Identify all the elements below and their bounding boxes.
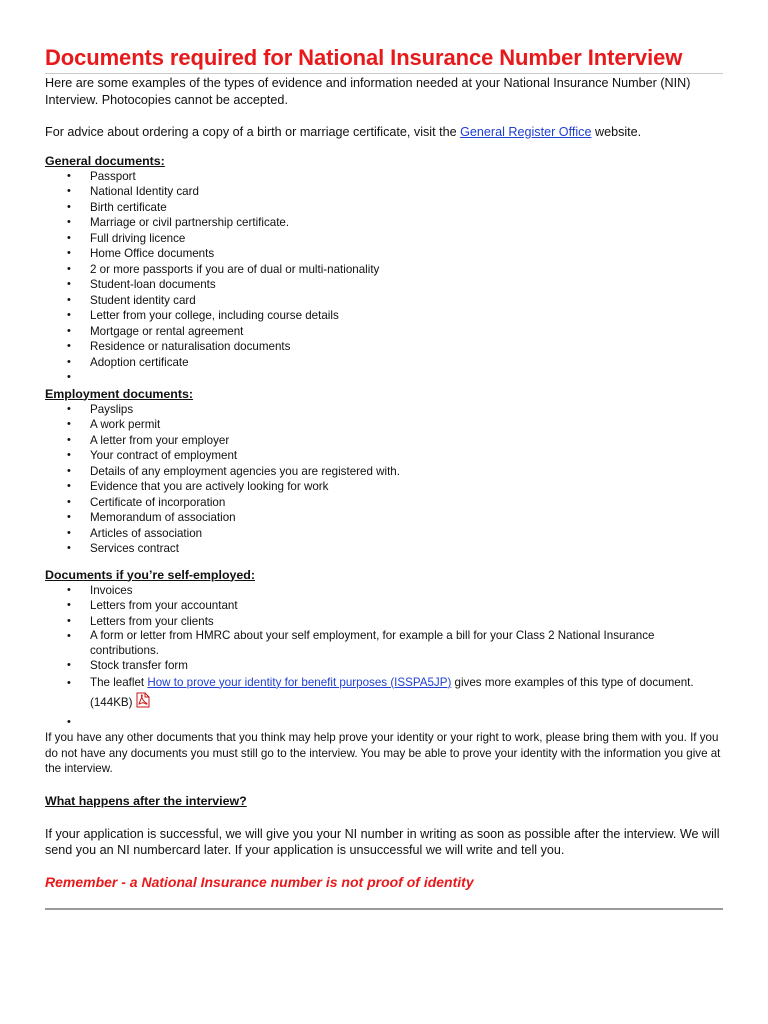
list-item-text: Full driving licence — [90, 231, 186, 245]
list-item — [45, 324, 723, 340]
bullet: • — [67, 169, 71, 182]
remember-notice: Remember - a National Insurance number is not proof of identity — [45, 873, 474, 890]
advice-paragraph — [45, 124, 723, 141]
leaflet-text-before: The leaflet — [90, 675, 148, 689]
page-title: Documents required for National Insurance Number Interview — [45, 44, 723, 74]
bullet: • — [67, 247, 71, 259]
list-item-text: Invoices — [90, 583, 133, 597]
general-register-office-link[interactable]: General Register Office — [460, 125, 592, 139]
list-item — [45, 541, 723, 557]
bullet: • — [67, 583, 71, 596]
self-employed-documents-list — [45, 583, 723, 731]
bullet: • — [67, 231, 71, 244]
bullet: • — [67, 309, 71, 321]
list-item-leaflet — [45, 674, 723, 715]
list-item — [45, 184, 723, 200]
list-item-text: Certificate of incorporation — [90, 495, 226, 509]
list-item — [45, 526, 723, 542]
list-item-empty — [45, 715, 723, 731]
list-item-text: A letter from your employer — [90, 433, 230, 447]
advice-text-before: For advice about ordering a copy of a birth or marriage certificate, visit the — [45, 125, 461, 139]
list-item — [45, 614, 723, 630]
list-item-text: Memorandum of association — [90, 511, 236, 524]
list-item-text: Residence or naturalisation documents — [90, 340, 291, 353]
list-item — [45, 402, 723, 418]
bullet: • — [67, 371, 71, 383]
identity-leaflet-link[interactable]: How to prove your identity for benefit purposes (ISSPA5JP) — [147, 675, 452, 689]
list-item-text: National Identity card — [90, 185, 199, 198]
bullet: • — [67, 464, 71, 477]
bullet: • — [67, 480, 71, 492]
advice-text-after: website. — [591, 125, 642, 139]
list-item-text: Mortgage or rental agreement — [90, 324, 244, 338]
bullet: • — [67, 402, 71, 415]
list-item-text: Marriage or civil partnership certificate. — [90, 216, 290, 229]
bullet: • — [67, 278, 71, 290]
list-item — [45, 433, 723, 449]
list-item-text: Your contract of employment — [90, 449, 238, 462]
list-item-text: Student identity card — [90, 293, 196, 307]
list-item-text: Adoption certificate — [90, 355, 189, 369]
bullet: • — [67, 216, 71, 228]
list-item-text: 2 or more passports if you are of dual or multi-nationality — [90, 262, 380, 276]
list-item — [45, 215, 723, 231]
bottom-divider — [45, 908, 723, 910]
list-item — [45, 598, 723, 614]
list-item — [45, 629, 723, 658]
list-item-text: Letters from your clients — [90, 614, 214, 628]
list-item-text: Letters from your accountant — [90, 599, 238, 612]
bullet: • — [67, 599, 71, 611]
general-documents-list — [45, 169, 723, 386]
bullet: • — [67, 676, 71, 689]
list-item — [45, 479, 723, 495]
list-item-text: Articles of association — [90, 526, 203, 540]
list-item-text: Student-loan documents — [90, 278, 216, 291]
self-employed-documents-heading: Documents if you’re self-employed: — [45, 567, 255, 582]
list-item-text: Passport — [90, 169, 136, 183]
list-item — [45, 293, 723, 309]
bullet: • — [67, 355, 71, 368]
employment-documents-list — [45, 402, 723, 557]
list-item — [45, 308, 723, 324]
list-item-text: Evidence that you are actively looking for work — [90, 480, 329, 493]
bullet: • — [67, 614, 71, 627]
list-item — [45, 448, 723, 464]
after-interview-paragraph: If your application is successful, we will give you your NI number in writing as soon as possible after the interview. We will send you an NI numbercard later. If your application is unsuccessful we will write and tell you. — [45, 826, 720, 857]
list-item — [45, 277, 723, 293]
bullet: • — [67, 200, 71, 213]
bullet: • — [67, 324, 71, 337]
list-item — [45, 169, 723, 185]
list-item — [45, 339, 723, 355]
after-interview-heading: What happens after the interview? — [45, 793, 247, 808]
list-item-text: Stock transfer form — [90, 659, 188, 672]
bullet: • — [67, 542, 71, 554]
bullet: • — [67, 630, 71, 642]
bullet: • — [67, 511, 71, 523]
list-item-text: Payslips — [90, 402, 134, 416]
list-item-text: Birth certificate — [90, 200, 167, 214]
list-item — [45, 510, 723, 526]
list-item — [45, 246, 723, 262]
list-item — [45, 355, 723, 371]
leaflet-text-after: gives more examples of this type of document. (144KB) — [90, 675, 694, 709]
bullet: • — [67, 340, 71, 352]
list-item-text: Home Office documents — [90, 247, 215, 260]
list-item — [45, 464, 723, 480]
list-item-text: A form or letter from HMRC about your self employment, for example a bill for your Class 2 National Insurance contributions. — [90, 629, 655, 657]
list-item-text: A work permit — [90, 418, 161, 431]
bullet: • — [67, 449, 71, 461]
list-item — [45, 262, 723, 278]
list-item — [45, 658, 723, 674]
pdf-icon[interactable] — [136, 692, 150, 715]
list-item — [45, 583, 723, 599]
list-item — [45, 200, 723, 216]
general-documents-heading: General documents: — [45, 153, 165, 168]
bullet: • — [67, 418, 71, 430]
bullet: • — [67, 526, 71, 539]
bullet: • — [67, 262, 71, 275]
list-item — [45, 495, 723, 511]
bullet: • — [67, 293, 71, 306]
list-item-text: Letter from your college, including course details — [90, 309, 339, 322]
bullet: • — [67, 659, 71, 671]
bullet: • — [67, 433, 71, 446]
closing-paragraph: If you have any other documents that you think may help prove your identity or your right to work, please bring them with you. If you do not have any documents you must still go to the interview. You may be able to prove your identity with the information you give at the interview. — [45, 731, 721, 775]
list-item — [45, 231, 723, 247]
document-page — [45, 44, 723, 910]
bullet: • — [67, 715, 71, 728]
employment-documents-heading: Employment documents: — [45, 386, 194, 401]
bullet: • — [67, 495, 71, 508]
list-item-text: Services contract — [90, 542, 179, 555]
list-item — [45, 417, 723, 433]
list-item-text: Details of any employment agencies you are registered with. — [90, 464, 400, 478]
bullet: • — [67, 185, 71, 197]
list-item — [45, 370, 723, 386]
intro-paragraph: Here are some examples of the types of evidence and information needed at your National Insurance Number (NIN) Interview. Photocopies cannot be accepted. — [45, 76, 691, 107]
